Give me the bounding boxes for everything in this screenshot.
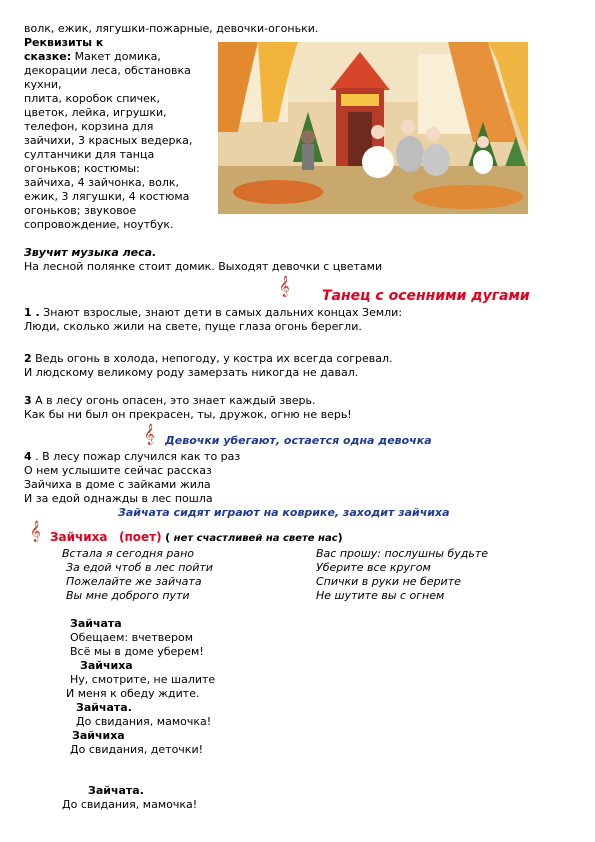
verse-3-line-2: Как бы ни был он прекрасен, ты, дружок, огню не верь! [24, 408, 352, 421]
song-right-line: Спички в руки не берите [316, 575, 461, 588]
props-line: огоньков; звуковое [24, 204, 137, 217]
props-line: плита, коробок спичек, [24, 92, 161, 105]
song-right-line: Уберите все кругом [316, 561, 431, 574]
hare-name: Зайчиха [50, 530, 108, 544]
verse-1-line-2: Люди, сколько жили на свете, пуще глаза огонь берегли. [24, 320, 362, 333]
song-left-line: За едой чтоб в лес пойти [66, 561, 213, 574]
performance-photo-illustration [218, 42, 528, 214]
props-line: сопровождение, ноутбук. [24, 218, 174, 231]
verse-number: 2 [24, 352, 32, 365]
speaker-name: Зайчата [70, 617, 122, 630]
props-line: телефон, корзина для [24, 120, 154, 133]
props-line: султанчики для танца [24, 148, 155, 161]
verse-text: . В лесу пожар случился как то раз [31, 450, 241, 463]
song-left-line: Пожелайте же зайчата [66, 575, 202, 588]
dialogue-line: До свидания, деточки! [70, 743, 204, 756]
verse-2-line-2: И людскому великому роду замерзать никогда не давал. [24, 366, 359, 379]
bunnies-direction: Зайчата сидят играют на коврике, заходит зайчиха [118, 506, 450, 519]
props-line: огоньков; костюмы: [24, 162, 140, 175]
verse-4-line-4: И за едой однажды в лес пошла [24, 492, 213, 505]
speaker-name: Зайчата. [88, 784, 144, 797]
music-direction: Звучит музыка леса. [24, 246, 157, 259]
verse-3-line-1 [24, 394, 316, 408]
verse-number: 1 . [24, 306, 40, 319]
props-title: Реквизиты к [24, 36, 104, 49]
verse-4-line-1 [24, 450, 240, 464]
treble-clef-icon: 𝄞 [30, 521, 41, 542]
props-line: зайчихи, 3 красных ведерка, [24, 134, 193, 147]
verse-text: Ведь огонь в холода, непогоду, у костра их всегда согревал. [31, 352, 393, 365]
dialogue-line: Ну, смотрите, не шалите [70, 673, 216, 686]
dialogue-line: Обещаем: вчетвером [70, 631, 193, 644]
props-line: Макет домика, [71, 50, 161, 63]
props-first-line [24, 50, 161, 64]
verse-4-line-3: Зайчиха в доме с зайками жила [24, 478, 211, 491]
speaker-name: Зайчата. [76, 701, 132, 714]
dialogue-line: Всё мы в доме уберем! [70, 645, 204, 658]
props-line: кухни, [24, 78, 62, 91]
verse-number: 4 [24, 450, 32, 463]
dialogue-line: До свидания, мамочка! [76, 715, 212, 728]
song-left-line: Вы мне доброго пути [66, 589, 190, 602]
verse-4-line-2: О нем услышите сейчас рассказ [24, 464, 212, 477]
paren-close: ) [337, 531, 343, 544]
dialogue-line: И меня к обеду ждите. [66, 687, 200, 700]
song-right-line: Вас прошу: послушны будьте [316, 547, 489, 560]
verse-number: 3 [24, 394, 32, 407]
paren-open: ( [165, 531, 171, 544]
treble-clef-icon: 𝄞 [144, 424, 155, 445]
props-title-2: сказке: [24, 50, 72, 63]
scene-direction: На лесной полянке стоит домик. Выходят девочки с цветами [24, 260, 383, 273]
verse-2-line-1 [24, 352, 392, 366]
props-line: декорации леса, обстановка [24, 64, 191, 77]
treble-clef-icon: 𝄞 [279, 276, 290, 297]
verse-text: Знают взрослые, знают дети в самых дальних концах Земли: [39, 306, 403, 319]
speaker-name: Зайчиха [80, 659, 133, 672]
hare-sings: (поет) [119, 530, 162, 544]
speaker-name: Зайчиха [72, 729, 125, 742]
girls-run-direction: Девочки убегают, остается одна девочка [165, 434, 432, 447]
props-line: цветок, лейка, игрушки, [24, 106, 167, 119]
song-right-line: Не шутите вы с огнем [316, 589, 445, 602]
props-line: ежик, 3 лягушки, 4 костюма [24, 190, 190, 203]
dialogue-line: До свидания, мамочка! [62, 798, 198, 811]
intro-line: волк, ежик, лягушки-пожарные, девочки-огоньки. [24, 22, 319, 35]
verse-1-line-1 [24, 306, 402, 320]
hare-tune: нет счастливей на свете нас [173, 533, 338, 544]
dance-title: Танец с осенними дугами [322, 288, 530, 304]
verse-text: А в лесу огонь опасен, это знает каждый зверь. [31, 394, 316, 407]
song-left-line: Встала я сегодня рано [62, 547, 195, 560]
props-line: зайчиха, 4 зайчонка, волк, [24, 176, 180, 189]
performance-photo [218, 42, 528, 214]
hare-song-heading [50, 530, 343, 546]
